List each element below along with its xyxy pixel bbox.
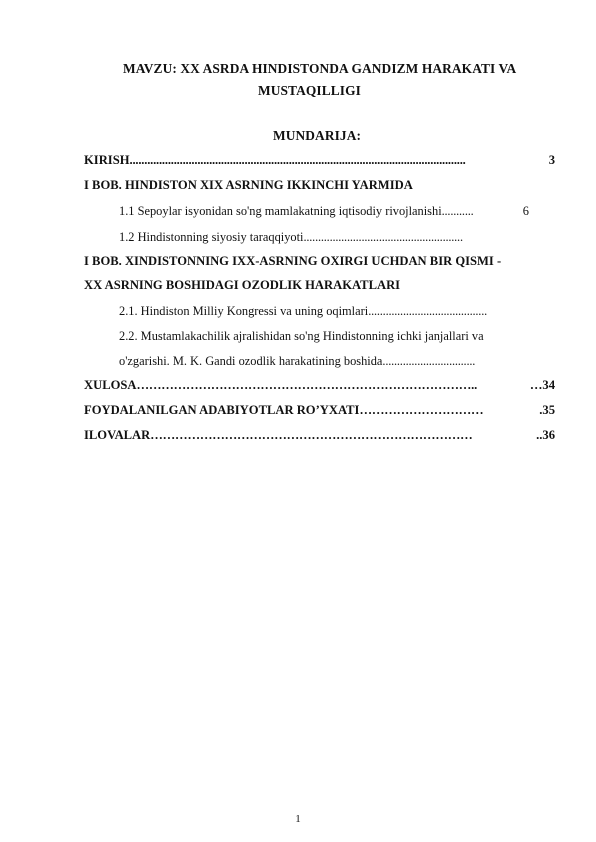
toc-entry-text: 1.1 Sepoylar isyonidan so'ng mamlakatning iqtisodiy rivojlanishi [119,204,442,218]
document-title-line-1: MAVZU: XX ASRDA HINDISTONDA GANDIZM HARAKATI VA [123,61,517,76]
toc-dot-leader: .................................................................................................................. [129,153,466,167]
toc-dot-leader: ....................................................... [303,230,463,244]
toc-dot-leader: ................................ [382,354,476,368]
toc-chapter-1-heading[interactable]: I BOB. HINDISTON XIX ASRNING IKKINCHI YARMIDA [84,178,413,192]
toc-entry-text: XULOSA [84,378,137,392]
toc-entry-text: 1.2 Hindistonning siyosiy taraqqiyoti [119,230,304,244]
toc-page-number: .35 [539,403,555,417]
toc-entry-appendices[interactable] [84,428,555,443]
toc-page-number: ..36 [536,428,555,442]
toc-dot-leader: ……………………………………………………………………….. [136,378,478,392]
toc-entry-text: o'zgarishi. M. K. Gandi ozodlik harakatining boshida [119,354,383,368]
toc-page-number: …34 [529,378,555,392]
toc-dot-leader: ......................................... [368,304,487,318]
toc-entry-text: KIRISH [84,153,130,167]
document-title-line-2: MUSTAQILLIGI [258,83,361,98]
toc-page-number: 6 [522,204,529,218]
toc-page-number: 3 [548,153,555,167]
toc-entry-xulosa[interactable] [84,378,555,393]
page-number: 1 [295,813,301,825]
toc-entry-text: 2.1. Hindiston Milliy Kongressi va uning oqimlari [119,304,369,318]
toc-entry-1-1[interactable] [119,204,529,219]
toc-chapter-2-heading-line-2[interactable]: XX ASRNING BOSHIDAGI OZODLIK HARAKATLARI [84,278,401,292]
toc-heading: MUNDARIJA: [273,128,362,143]
toc-dot-leader: ………………………… [359,403,484,417]
toc-entry-kirish[interactable] [84,153,555,168]
toc-dot-leader: …………………………………………………………………… [150,428,473,442]
toc-entry-text: FOYDALANILGAN ADABIYOTLAR RO’YXATI [84,403,360,417]
toc-entry-1-2[interactable] [119,230,513,245]
toc-chapter-2-heading-line-1[interactable]: I BOB. XINDISTONNING IXX-ASRNING OXIRGI UCHDAN BIR QISMI - [84,254,502,268]
toc-entry-2-2-line-2[interactable] [119,354,531,369]
toc-dot-leader: ........... [441,204,474,218]
toc-entry-text: ILOVALAR [84,428,151,442]
toc-entry-2-1[interactable] [119,304,547,319]
toc-entry-bibliography[interactable] [84,403,555,418]
toc-entry-2-2-line-1[interactable]: 2.2. Mustamlakachilik ajralishidan so'ng Hindistonning ichki janjallari va [119,329,484,343]
